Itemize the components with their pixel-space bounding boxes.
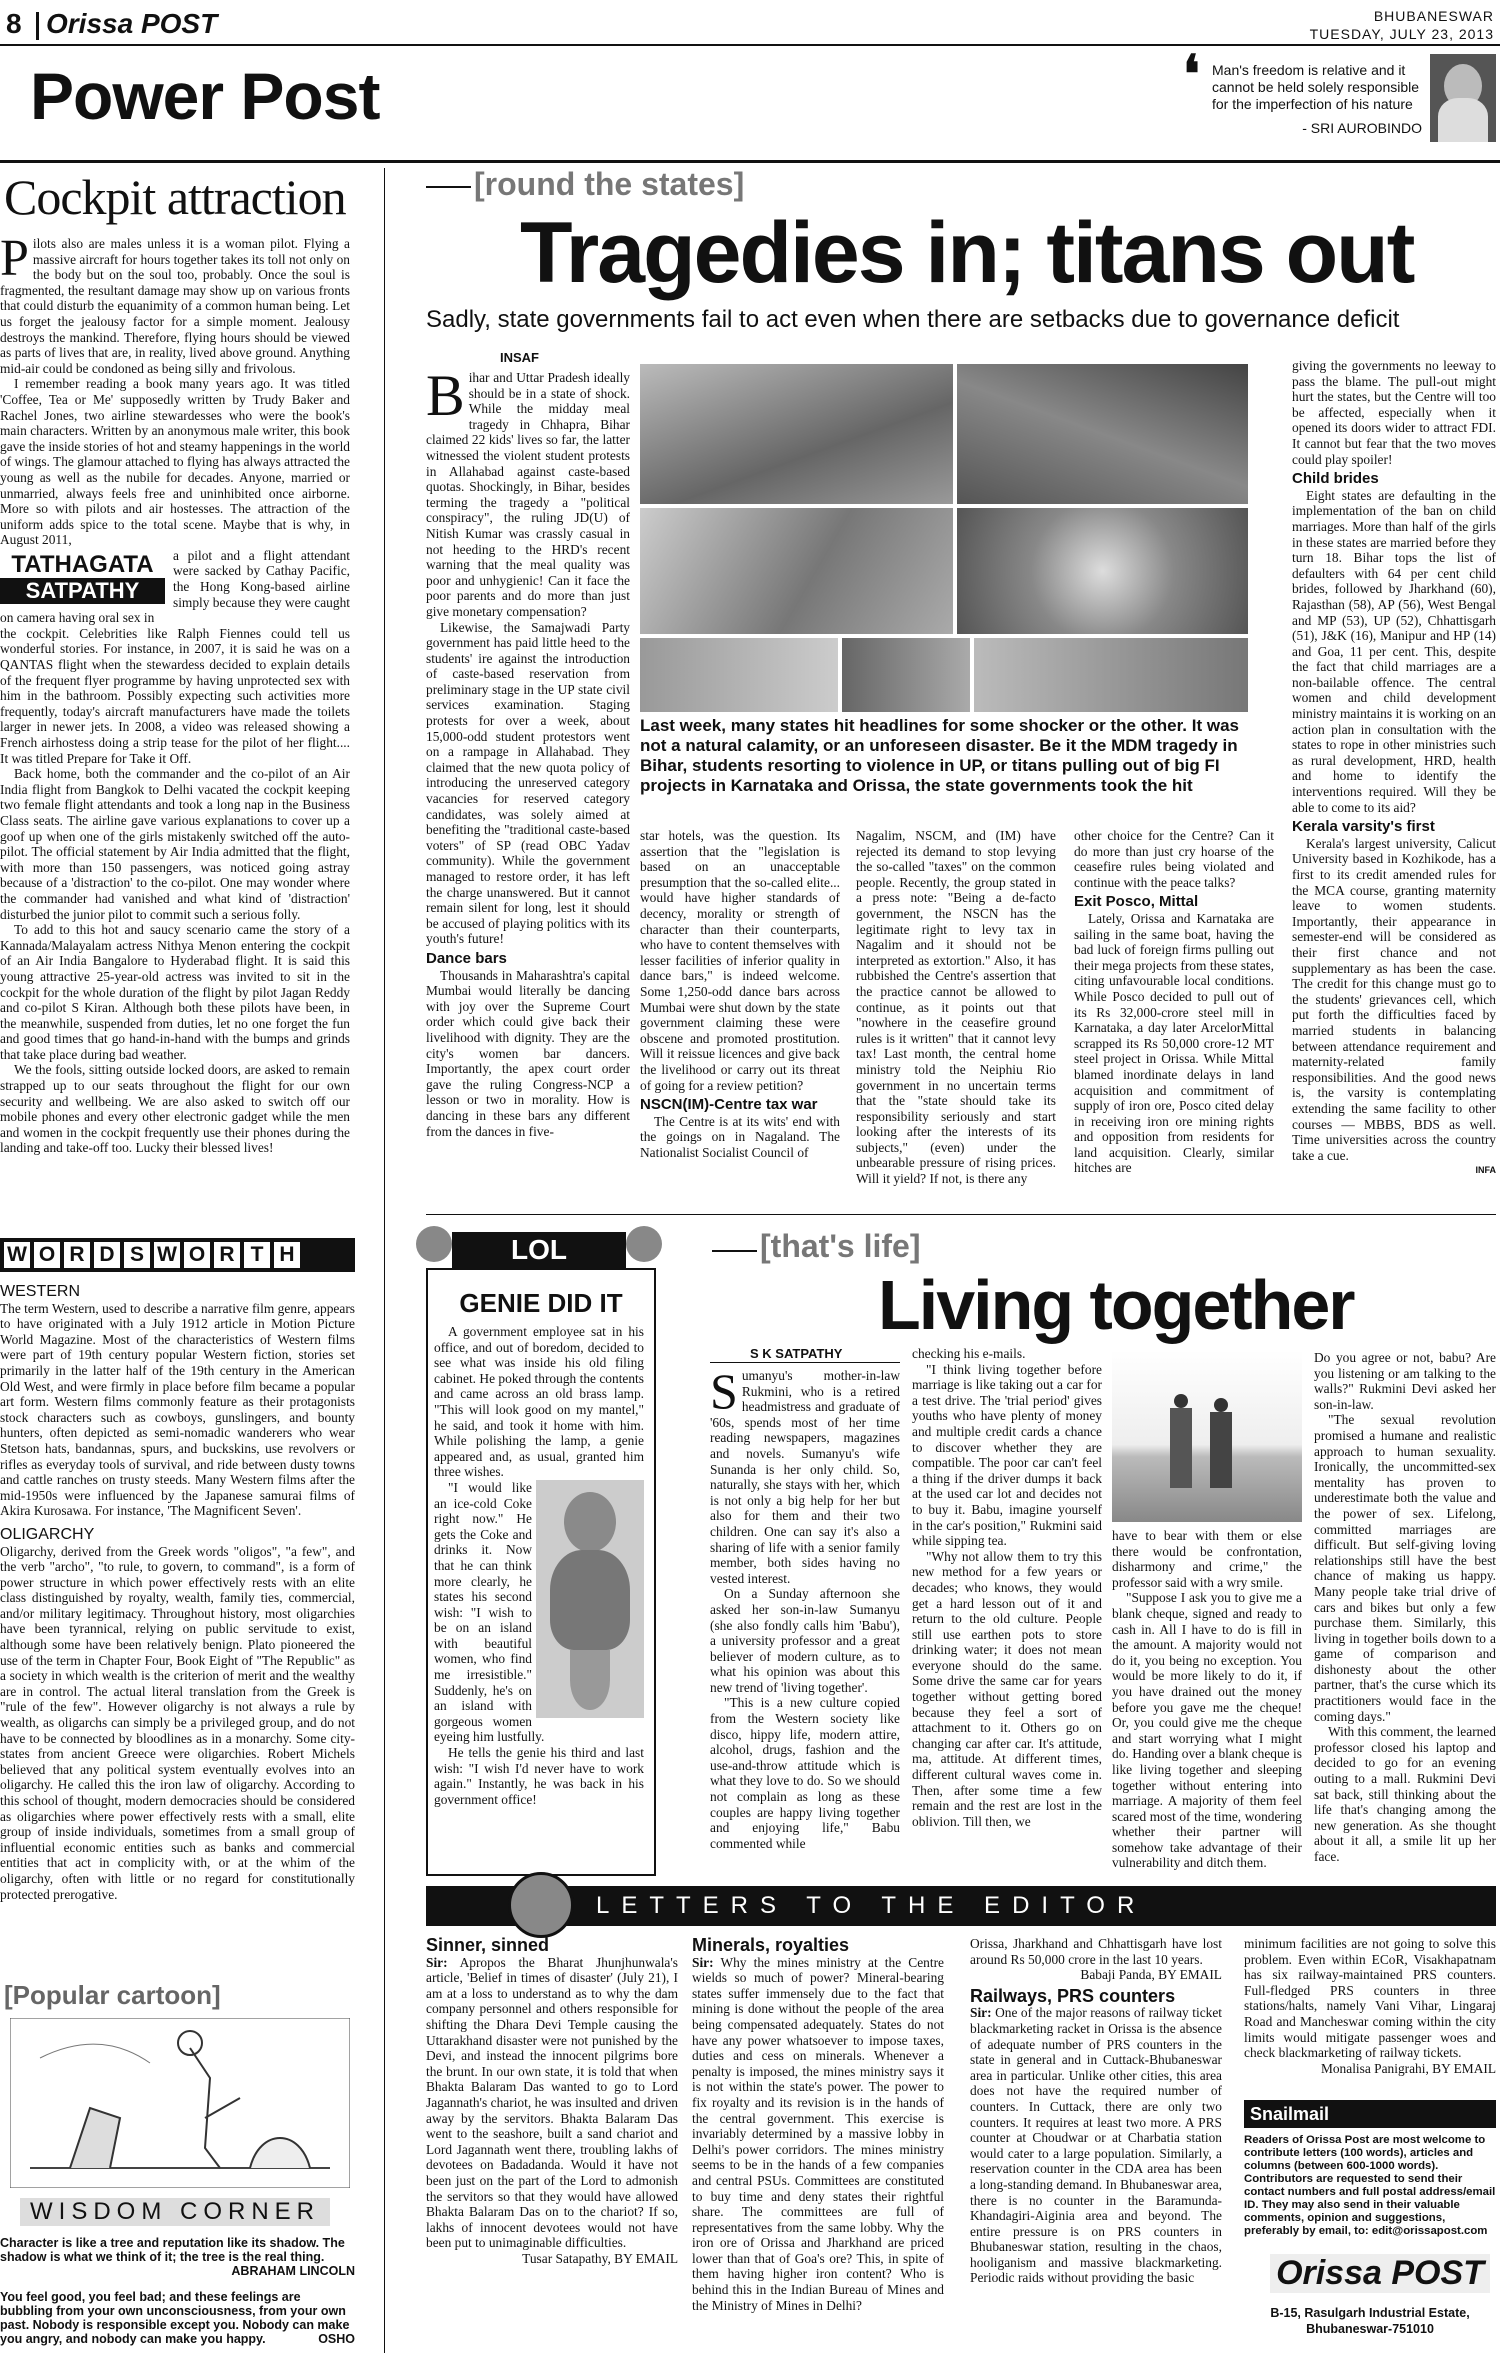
nscn-heading: NSCN(IM)-Centre tax war [640, 1096, 818, 1114]
life-byline: S K SATPATHY [750, 1346, 843, 1361]
letter-tile: W [154, 1242, 180, 1268]
states-c1b: Likewise, the Samajwadi Party government has paid little heed to the students' ire against the introduction of caste-based reservation from preliminary stage in the UP state civil services examination. Staging protests for over a week, about 15,000-odd student protestors went on a rampage in Allahabad. They claimed that the new quota policy of introducing the unreserved category vacancies for reserved category candidates, was solely aimed at benefiting the "traditional caste-based voters" of SP (read OBC Yadav community). While the government managed to restore order, it has left the charge unanswered. But it cannot remain silent for long, lest it should be accused of playing politics with its youth's future! [426, 619, 630, 947]
wisdom-quote-1-text: Character is like a tree and reputation like its shadow. The shadow is what we think of it; the tree is the real thing. [0, 2236, 345, 2264]
letter-tile: O [184, 1242, 210, 1268]
footer-address-2: Bhubaneswar-751010 [1306, 2322, 1434, 2336]
letter-tile: W [4, 1242, 30, 1268]
paper-name-small: Orissa POST [46, 8, 218, 39]
life-c3: have to bear with them or else there would be confrontation, disharmony and crime," the professor said with a wry smile. [1112, 1528, 1302, 1590]
daily-quote: Man's freedom is relative and it cannot be held solely responsible for the imperfection of his nature [1212, 62, 1420, 112]
letter-tile: T [244, 1242, 270, 1268]
lol-smiley-left-icon [416, 1226, 452, 1262]
states-photo-collage [640, 364, 1248, 712]
oligarchy-text: Oligarchy, derived from the Greek words "oligos", "a few", and the verb "archo", "to rule, to govern, to command", is a form of power structure in which power effectively rests with an elite class distinguished by royalty, wealth, family ties, commercial, and/or military legitimacy. Throughout history, most oligarchies have been tyrannical, relying on public servitude to exist, although some have been relatively benign. Plato pioneered the use of the term in Chapter Four, Book Eight of "The Republic" as a society in which wealth is the criterion of merit and the wealthy are in control. The actual literal translation from the Greek is "rule of the few". However oligarchy is not always a rule by wealth, as oligarchs can simply be a privileged group, and do not have to be connected by bloodlines as in a monarchy. Some city-states from ancient Greece were oligarchies. Robert Michels believed that any political system eventually evolves into an oligarchy. He called this the iron law of oligarchy. According to this school of thought, modern democracies should be considered as oligarchies where power effectively rests with a small, elite group of inside individuals, sometimes from a small group of influential economic entities such as banks and commercial entities that act in complicity with, or at the whim of the oligarchy, often with little or no regard for constitutionally protected prerogative. [0, 1543, 355, 1902]
cartoon-title-text: Popular cartoon [12, 1980, 213, 2010]
photo-protest [640, 508, 953, 634]
letter-3-sir: Sir: [970, 2005, 992, 2021]
aurobindo-portrait [1430, 54, 1496, 142]
letter-tile: O [34, 1242, 60, 1268]
snailmail-title: Snailmail [1244, 2100, 1496, 2128]
states-kicker-text: round the states [484, 166, 734, 202]
cartoon-title: [Popular cartoon] [4, 1980, 221, 2010]
footer-logo: Orissa POST [1270, 2254, 1490, 2293]
states-photo-caption: Last week, many states hit headlines for some shocker or the other. It was not a natural calamity, or an unforeseen disaster. Be it the MDM tragedy in Bihar, students resorting to violence in UP, or titans pulling out of big FI projects in Karnataka and Orissa, the state governments took the hit [640, 716, 1239, 795]
letter-2-signature: Babaji Panda, BY EMAIL [1080, 1967, 1222, 1983]
letter-1-sir: Sir: [426, 1954, 448, 1970]
cartoon-image [10, 2018, 350, 2188]
states-c4: other choice for the Centre? Can it do more than just cry hoarse of the ceasefire rules being violated and continue with the peace talks? [1074, 828, 1274, 890]
life-kicker: [that's life] [760, 1228, 921, 1264]
western-heading: WESTERN [0, 1283, 80, 1300]
life-byline-rule [710, 1362, 900, 1363]
states-credit: INFA [1475, 1165, 1496, 1176]
life-col-3 [1112, 1528, 1302, 1871]
states-col-3 [856, 828, 1056, 1187]
states-bottom-rule [426, 1214, 1496, 1215]
lol-label: LOL [452, 1232, 626, 1268]
cockpit-p2c: the cockpit. Celebrities like Ralph Fiennes could tell us wonderful stories. For instance, in 2007, it is said he was on a QANTAS flight when the stewardess decided to explain details of the frequent flyer programme by having unprotected sex with him in the bathroom. Possibly expecting such activities more frequently, today's aircraft manufacturers have made the toilets larger in newer jets. In 2008, a video was released showing a French airhostess doing a strip tease for the pilot of her flight.... It was titled Prepare for Take it Off. [0, 625, 350, 766]
life-c4b: "The sexual revolution promised a humane and realistic approach to human sexuality. Ironically, the uncommitted-sex mentality has proven to underestimate both the value and the power of sex. Lifelong, committed marriages are difficult. But self-giving loving relationships still have the best chance of making us happy. Many people take trial drive of cars and bikes but only a few purchase them. Similarly, this living in together boils down to a game of comparison and dishonesty about the other partner, that's the curse which its practitioners would face in the coming days." [1314, 1412, 1496, 1724]
author-last: SATPATHY [0, 578, 165, 604]
couple-photo [1112, 1350, 1302, 1522]
letter-1-title: Sinner, sinned [426, 1935, 550, 1955]
cockpit-article [0, 230, 350, 1156]
wisdom-title: WISDOM CORNER [20, 2198, 330, 2226]
letter-tile: R [214, 1242, 240, 1268]
dance-bars-heading: Dance bars [426, 949, 507, 967]
lol-title: GENIE DID IT [459, 1288, 623, 1318]
header-rule [0, 160, 1500, 163]
wordsworth-text [0, 1280, 355, 1902]
western-text: The term Western, used to describe a narrative film genre, appears to have originated with a July 1912 article in Motion Picture World Magazine. Most of the characteristics of Western films were part of 19th century popular Western fiction, stories set primarily in the latter half of the 19th century in the American Old West, and were firmly in place before film became a popular art form. Western films commonly feature as their protagonists stock characters such as cowboys, gunslingers, and bounty hunters, often depicted as semi-nomadic wanderers who wear Stetson hats, bandannas, spurs, and buckskins, use revolvers or rifles as everyday tools of survival, and ride between dusty towns and cattle ranches on trusty steeds. Many Western films after the mid-1950s were influenced by the Japanese samurai films of Akira Kurosawa. For instance, 'The Magnificent Seven'. [0, 1300, 355, 1519]
snailmail-text: Readers of Orissa Post are most welcome to contribute letters (100 words), articles and columns (between 600-1000 words). Contributors are requested to send their contact numbers and full postal address/email ID. They may also send in their valuable comments, opinion and suggestions, preferably by email, to: edit@orissapost.com [1244, 2134, 1496, 2237]
states-deck: Sadly, state governments fail to act even when there are setbacks due to governance deficit [426, 306, 1400, 333]
letter-2 [692, 1934, 944, 2313]
photo-children-eating [957, 364, 1248, 504]
wisdom-author-2: OSHO [318, 2332, 355, 2346]
letter-2-cont: Orissa, Jharkhand and Chhattisgarh have lost around Rs 50,000 crore in the last 10 years. [970, 1936, 1222, 1967]
states-c5c: Kerala's largest university, Calicut University based in Kozhikode, has a first to its credit amended rules for the MCA course, granting maternity leave to women students. Importantly, their appearance in semester-end will be considered as their first chance and not supplementary as has been the case. The credit for this change must go to the students' grievances cell, which put forth the difficulties faced by married students in balancing between attendance requirement and maternity-related family responsibilities. And the good news is, the varsity is contemplating extending the same facility to other courses — MBBS, BDS as well. Time universities across the country take a cue. [1292, 835, 1496, 1163]
letter-1 [426, 1934, 678, 2266]
page-number: 8 [6, 8, 22, 39]
lol-smiley-right-icon [626, 1226, 662, 1262]
masthead-divider [36, 12, 39, 40]
states-kicker: [round the states] [474, 166, 745, 202]
life-col-2 [912, 1346, 1102, 1829]
column-rule-left [384, 168, 385, 2353]
letter-3-signature: Monalisa Panigrahi, BY EMAIL [1320, 2060, 1496, 2076]
photo-students [640, 638, 838, 712]
letter-1-signature: Tusar Satapathy, BY EMAIL [522, 2250, 678, 2266]
states-col-5 [1292, 358, 1496, 1179]
exit-heading: Exit Posco, Mittal [1074, 893, 1199, 911]
states-col-2 [640, 828, 840, 1160]
letter-2-sir: Sir: [692, 1954, 714, 1970]
kerala-heading: Kerala varsity's first [1292, 818, 1435, 836]
photo-hospital [640, 364, 953, 504]
life-kicker-line [712, 1250, 757, 1252]
life-c1c: "This is a new culture copied from the Western society like disco, hippy life, modern attire, alcohol, drugs, fashion and the use-and-throw attitude which is what they love to do. So we should not complain as long as these couples are happy living together and enjoying life," Babu commented while [710, 1695, 900, 1851]
states-c4b: Lately, Orissa and Karnataka are sailing in the same boat, having the bad luck of foreign firms pulling out their mega projects from these states, citing unfavourable local conditions. While Posco decided to pull out of its Rs 32,000-crore steel mill in Karnataka, a day later ArcelorMittal scrapped its Rs 50,000 crore-12 MT steel project in Orissa. While Mittal blamed inordinate delays in land acquisition and commitment of supply of iron ore, Posco cited delay in receiving iron ore mining rights and opposition from residents for land acquisition. Clearly, similar hitches are [1074, 910, 1274, 1176]
masthead-rule [0, 44, 1500, 46]
life-c1: umanyu's mother-in-law Rukmini, who is a retired headmistress and graduate of '60s, spends most of her time reading newspapers, magazines and novels. Sumanyu's wife Sunanda is her only child. So, naturally, she stays with her, which is not only a big help for her but also for them and their two children. One can say it's also a sharing of life with a senior family member, both sides having no vested interest. [710, 1368, 900, 1586]
quote-author: - SRI AUROBINDO [1302, 120, 1422, 136]
photo-children-group [974, 638, 1248, 712]
letter-tile: D [94, 1242, 120, 1268]
photo-mid-day-meal [957, 508, 1248, 634]
letter-tile: R [64, 1242, 90, 1268]
letter-3-title: Railways, PRS counters [970, 1985, 1176, 2006]
states-c2b: The Centre is at its wits' end with the goings on in Nagaland. The Nationalist Socialist Council of [640, 1113, 840, 1160]
states-c1c: Thousands in Maharashtra's capital Mumbai would literally be dancing with joy over the Supreme Court order which could give back their livelihood with dignity. They are the city's women bar dancers. Importantly, the apex court order gave the ruling Congress-NCP a lesson or two in morality. How is dancing in these bars any different from the dances in five- [426, 967, 630, 1139]
states-c1: ihar and Uttar Pradesh ideally should be in a state of shock. While the midday meal tragedy in Chhapra, Bihar claimed 22 kids' lives so far, the latter witnessed the violent student protests in Allahabad against caste-based quotas. Shockingly, in Bihar, besides terming the tragedy a "political conspiracy", the ruling JD(U) of Nitish Kumar was crassly casual in not heeding to the HRD's recent warning that the meal quality was poor and unhygienic! Can it face the poor parents and do more than just give monetary compensation? [426, 370, 630, 619]
wisdom-quote-2 [0, 2290, 355, 2346]
states-c3: Nagalim, NSCM, and (IM) have rejected its demand to stop levying the so-called "taxes" on the common people. Recently, the group stated in a press note: "Being a de-facto government, the NSCN has the legitimate right to levy tax in Nagalim and it should not be interpreted as extortion." Also, it has rubbished the Centre's assertion that the practice cannot be allowed to continue, as it points out that "nowhere in the ceasefire ground rules is it written" that it cannot levy tax! Last month, the central home ministry told the Neiphiu Rio government in no uncertain terms that the "state should take its responsibility seriously and start looking after the interests of its subjects," (even) under the unbearable pressure of rising prices. Will it yield? If not, is there any [856, 828, 1056, 1187]
life-c4c: With this comment, the learned professor closed his laptop and decided to go for an evening outing to a mall. Rukmini Devi sat back, still thinking about the life that's changing among the new generation. As she thought about it all, a smile lit up her face. [1314, 1724, 1496, 1864]
states-byline: INSAF [500, 350, 539, 365]
cockpit-p3: Back home, both the commander and the co-pilot of an Air India flight from Bangkok to Delhi vacated the cockpit keeping two female flight attendants and took a long nap in the Business Class seats. The airline gave various explanations to cover up a goof up when one of the girls mistakenly switched off the auto-pilot. The official statement by Air India admitted that the flight, with more than 150 passengers, was noticed going astray because of a 'distraction' to the co-pilot. One may wonder where the commander had vanished and what kind of 'distraction' disturbed the junior pilot to commit such a serious folly. [0, 766, 350, 922]
author-box [0, 552, 165, 604]
life-c4: Do you agree or not, babu? Are you listening or am talking to the walls?" Rukmini Devi asked her son-in-law. [1314, 1350, 1496, 1412]
lol-t1: A government employee sat in his office, and out of boredom, decided to see what was inside his old filing cabinet. He poked through the contents and came across an old brass lamp. "This will look good on my mantel," he said, and took it home with him. While polishing the lamp, a genie appeared and, as usual, granted him three wishes. [434, 1324, 644, 1480]
life-c3b: "Suppose I ask you to give me a blank cheque, signed and ready to cash in. All I have to do is fill in the amount. A majority would not do it, you being no exception. You would be more likely to do it, if you have drained out the money before you gave me the cheque! Or, you could give me the cheque and start worrying what I might do. Handing over a blank cheque is like living together and sleeping together without entering into marriage. A majority of them feel scared most of the time, wondering whether their partner will somehow take advantage of their vulnerability and ditch them. [1112, 1590, 1302, 1871]
letter-2-text: Why the mines ministry at the Centre wields so much of power? Mineral-bearing states suffer immensely due to the fact that mining is done without the people of the area being compensated adequately. States do not have any power whatsoever to impose taxes, duties and cess on minerals. Whenever a penalty is imposed, the mines ministry says it is not within the state's power. The power to fix royalty and its revision is in the hands of the central government. This exercise is invariably determined by a massive lobby in Delhi's power corridors. The mines ministry seems to be in the hands of a few companies and central PSUs. Committees are constituted to buy time and deny states their rightful share. The committees are full of representatives from the same lobby. Why the iron ore of Orissa and Jharkhand are priced lower than that of Goa's ore? This, in spite of them having higher iron content? Who is behind this in the Indian Bureau of Mines and the Ministry of Mines in Delhi? [692, 1954, 944, 2313]
letter-1-text: Apropos the Bharat Jhunjhunwala's article, 'Belief in times of disaster' (July 21), I am at a loss to understand as to why the dam company personnel and others responsible for shifting the Dhara Devi Temple causing the Uttarakhand disaster were not punished by the Devi, and instead the innocent pilgrims bore the brunt. In our own state, it is told that when Bhakta Balaram Das wanted to go to Lord Jagannath's chariot, he was insulted and driven away by the servitors. Bhakta Balaram Das went to the seashore, built a sand chariot and Lord Jagannath went there, troubling lakhs of devotees on Badadanda. Would it have not been just on the part of the Lord to admonish the servitors so that they would have allowed Bhakta Balaram Das on to the chariot? If so, lakhs of innocent devotees would not have been put to unimaginable difficulties. [426, 1954, 678, 2251]
states-col-1 [426, 363, 630, 1139]
lol-t3: He tells the genie his third and last wish: "I wish I'd never have to work again." Instantly, he was back in his government office! [434, 1745, 644, 1807]
cockpit-title: Cockpit attraction [4, 169, 346, 225]
cockpit-p1: ilots also are males unless it is a woman pilot. Flying a massive aircraft for hours together takes its toll not only on the body but on the soul too, probably. Once the soul is fragmented, the resultant damage may show up on various fronts that could disturb the equanimity of a common human being. Let us forget the jealousy factor for a simple moment. Jealousy destroys the mankind. Therefore, flying hours should be viewed as parts of lives that are, in reality, lived above ground. Anything mid-air could be condoned as being silly and frivolous. [0, 236, 350, 376]
letters-emblem-icon [508, 1872, 574, 1938]
letter-tile: S [124, 1242, 150, 1268]
photo-dancers [842, 638, 970, 712]
drop-cap: B [426, 363, 465, 428]
wisdom-author-1: ABRAHAM LINCOLN [231, 2264, 355, 2278]
states-c5b: Eight states are defaulting in the implementation of the ban on child marriages. More than half of the girls in these states are married before they turn 18. Bihar tops the list of defaulters with 64 per cent child brides, followed by Jharkhand (60), Rajasthan (58), AP (56), West Bengal and MP (53), UP (52), Chhattisgarh (51), J&K (16), Manipur and HP (14) and Goa, 11 per cent. This, despite the fact that child marriages are a non-bailable offence. The central women and child development ministry maintains it is working on an action plan in consultation with the states to rope in other ministries such as rural development, HRD, health and home to identify the interventions required. Will they be able to come to its aid? [1292, 487, 1496, 815]
life-headline: Living together [878, 1266, 1354, 1344]
states-col-4 [1074, 828, 1274, 1176]
cockpit-p2b: a pilot and a flight attendant were sacked by Cathay Pacific, the Hong Kong-based airline simply because they were caught on camera having oral sex in [0, 547, 350, 626]
letter-tile: H [274, 1242, 300, 1268]
kicker-line [426, 186, 471, 188]
letter-3-cont: minimum facilities are not going to solve this problem. Even within ECoR, Visakhapatnam has six railway-maintained PRS counters. Full-fledged PRS counters in three stations/halts, namely Vani Vihar, Lingaraj Road and Mancheswar coming within the city limits would mitigate passenger woes and check blackmarketing of railway tickets. [1244, 1936, 1496, 2061]
letter-2-title: Minerals, royalties [692, 1935, 850, 1955]
date: TUESDAY, JULY 23, 2013 [1309, 26, 1494, 42]
states-c5: giving the governments no leeway to pass the blame. The pull-out might hurt the states, but the Centre will too be affected, especially when it opened its doors wider to attract FDI. It cannot but fear that the two moves could play spoiler! [1292, 358, 1496, 467]
states-c2: star hotels, was the question. Its assertion that the "legislation is based on an unacceptable presumption that the so-called elite... would have higher standards of decency, morality or strength of character than their counterparts, who have to content themselves with lesser facilities of inferior quality in dance bars," is indeed welcome. Some 1,250-odd dance bars across Mumbai were shut down by the state government claiming these were obscene and promoted prostitution. Will it reissue licences and give back the livelihood or carry out its threat of going for a review petition? [640, 828, 840, 1093]
cockpit-p2a: I remember reading a book many years ago. It was titled 'Coffee, Tea or Me' supposedly written by Trudy Baker and Rachel Jones, two airline stewardesses who were the book's main characters. Written by an anonymous male writer, this book gave the inside stories of hot and steamy happenings in the world of wings. The glamour attached to flying has always attracted the young as well as the nubile for decades. Anyone, married or unmarried, always feels free and uninhibited once airborne. More so with pilots and air hostesses. The attraction of the uniform adds spice to the total scene. Maybe that is why, in August 2011, [0, 376, 350, 548]
quote-mark-icon: ❛ [1183, 47, 1200, 104]
cartoon-drawing [10, 2018, 350, 2188]
letter-3-continued [1244, 1936, 1496, 2076]
life-kicker-text: that's life [770, 1228, 910, 1264]
author-first: TATHAGATA [11, 550, 154, 578]
child-brides-heading: Child brides [1292, 470, 1379, 488]
wisdom-quote-1 [0, 2236, 355, 2278]
life-c2: checking his e-mails. [912, 1346, 1026, 1361]
drop-cap: P [0, 230, 29, 287]
section-title: Power Post [30, 59, 380, 133]
city: BHUBANESWAR [1373, 8, 1494, 24]
genie-illustration [536, 1480, 644, 1718]
life-c2b: "I think living together before marriage is like taking out a car for a test drive. The 'trial period' gives youths who have plenty of money and multiple credit cards a chance to discover whether they are compatible. The poor car can't feel a thing if the driver dumps it back at the used car lot and decides not to buy it. Babu, imagine yourself in the car's position," Rukmini said while sipping tea. [912, 1361, 1102, 1549]
states-headline: Tragedies in; titans out [520, 205, 1414, 301]
life-c2c: "Why not allow them to try this new method for a few years or decades; who knows, they would get a hard lesson out of it and return to the old culture. People still use earthen pots to store drinking water; it does not mean everyone should do the same. Some drive the same car for years together without getting bored because they feel a sort of attachment to it. Others go on changing car after car. It's attitude, ma, attitude. At different times, different cultural waves come in. Then, after some time a few remain and the rest are lost in the oblivion. Till then, we [912, 1548, 1102, 1829]
cockpit-p4: To add to this hot and saucy scenario came the story of a Kannada/Malayalam actress Nithya Menon entering the cockpit of an Air India Bangalore to Hyderabad flight. It is said this young attractive 25-year-old actress was invited to sit in the cockpit for the whole duration of the flight by pilot Jagan Reddy and co-pilot S Kiran. Although both these pilots have been, in the meanwhile, suspended from duties, let no one forget the fun and good times that go hand-in-hand with the bumps and grinds that take place during bad weather. [0, 922, 350, 1062]
letters-banner-title: LETTERS TO THE EDITOR [596, 1892, 1147, 1919]
life-col-1 [710, 1363, 900, 1851]
wordsworth-banner [0, 1238, 355, 1272]
lol-story [434, 1324, 644, 1807]
oligarchy-heading: OLIGARCHY [0, 1525, 95, 1543]
cockpit-p5: We the fools, sitting outside locked doors, are asked to remain strapped up to our seats throughout the flight for our own security and wellbeing. We are also asked to switch off our mobile phones and every other electronic gadget while the men and women in the cockpit frequently use their phones during the landing and take-off too. Lucky their blessed lives! [0, 1062, 350, 1156]
letter-3-text: One of the major reasons of railway ticket blackmarketing racket in Orissa is the absence of adequate number of PRS counters in the state in general and in Cuttack-Bhubaneswar area in particular. Unlike other cities, this area does not have the required number of counters. In Cuttack, there are only two counters. It requires at least two more. A PRS counter at Choudwar or at Charbatia station would cater to a large population. Similarly, a reservation counter in the CDA area has been a long-standing demand. In Bhubaneswar area, there is no counter in the Baramunda-Khandagiri-Aiginia area and beyond. The entire pressure is on PRS counters in Bhubaneswar station, resulting in the chaos, hooliganism and massive blackmarketing. Periodic raids without providing the basic [970, 2005, 1222, 2286]
life-col-4 [1314, 1350, 1496, 1865]
footer-address-1: B-15, Rasulgarh Industrial Estate, [1270, 2306, 1470, 2320]
drop-cap: S [710, 1363, 738, 1419]
letter-3 [970, 1936, 1222, 2286]
lol-t2: "I would like an ice-cold Coke right now." He gets the Coke and drinks it. Now that he can think more clearly, he states his second wish: "I wish to be on an island with beautiful women, who find me irresistible." Suddenly, he's on an island with gorgeous women eyeing him lustfully. [434, 1479, 545, 1745]
wisdom-quote-2-text: You feel good, you feel bad; and these feelings are bubbling from your own unconsciousness, from your own past. Nobody is responsible except you. Nobody can make you angry, and nobody can make you happy. [0, 2290, 350, 2346]
life-c1b: On a Sunday afternoon she asked her son-in-law Sumanyu (she also fondly calls him 'Babu'), a university professor and a great believer of modern culture, as to what his opinion was about this new trend of 'living together'. [710, 1586, 900, 1695]
